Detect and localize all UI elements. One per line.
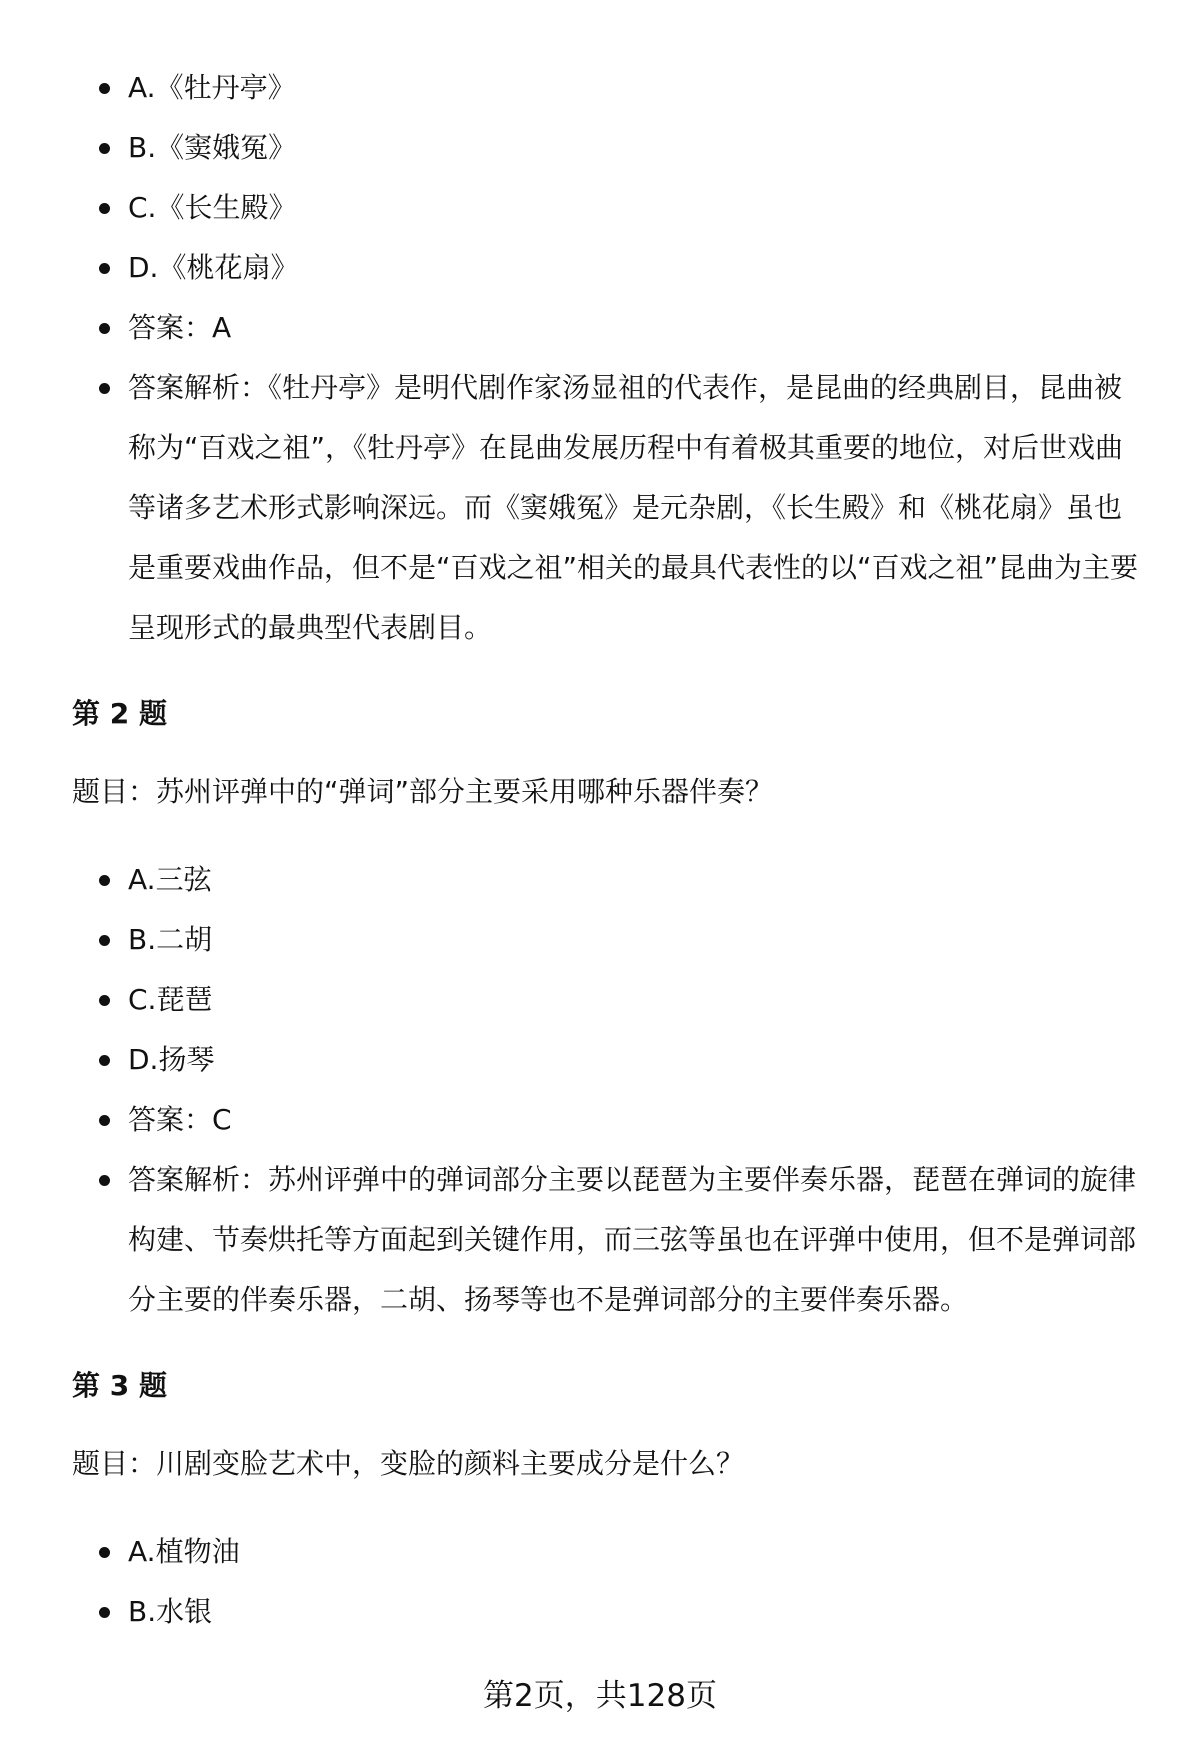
bullet-icon <box>99 263 110 274</box>
q3-option-a <box>72 1522 1152 1582</box>
q2-explanation <box>72 1150 1152 1330</box>
bullet-icon <box>99 1607 110 1618</box>
bullet-icon <box>99 875 110 886</box>
q2-option-d <box>72 1030 1152 1090</box>
page-number-footer: 第2页，共128页 <box>483 1678 717 1714</box>
q1-option-b <box>72 118 1152 178</box>
q3-heading: 第 3 题 <box>72 1369 167 1402</box>
bullet-icon <box>99 1547 110 1558</box>
bullet-icon <box>99 935 110 946</box>
bullet-icon <box>99 1115 110 1126</box>
bullet-icon <box>99 323 110 334</box>
bullet-icon <box>99 203 110 214</box>
q1-answer <box>72 298 1152 358</box>
bullet-icon <box>99 1055 110 1066</box>
q2-option-list <box>72 850 1152 1330</box>
document-body <box>72 58 1152 1642</box>
q2-option-b <box>72 910 1152 970</box>
option-text: D.《桃花扇》 <box>128 251 299 284</box>
q2-question: 题目：苏州评弹中的“弹词”部分主要采用哪种乐器伴奏？ <box>72 775 774 808</box>
q2-heading: 第 2 题 <box>72 697 167 730</box>
bullet-icon <box>99 83 110 94</box>
option-text: B.二胡 <box>128 923 213 956</box>
explanation-text: 答案解析：《牡丹亭》是明代剧作家汤显祖的代表作，是昆曲的经典剧目，昆曲被称为“百戏之祖”，《牡丹亭》在昆曲发展历程中有着极其重要的地位，对后世戏曲等诸多艺术形式影响深远。而《窦娥冤》是元杂剧，《长生殿》和《桃花扇》虽也是重要戏曲作品，但不是“百戏之祖”相关的最具代表性的以“百戏之祖”昆曲为主要呈现形式的最典型代表剧目。 <box>128 371 1139 644</box>
option-text: C.《长生殿》 <box>128 191 297 224</box>
q2-option-c <box>72 970 1152 1030</box>
option-text: B.《窦娥冤》 <box>128 131 297 164</box>
q3-question: 题目：川剧变脸艺术中，变脸的颜料主要成分是什么？ <box>72 1447 745 1480</box>
bullet-icon <box>99 1175 110 1186</box>
bullet-icon <box>99 143 110 154</box>
q3-option-list <box>72 1522 1152 1642</box>
answer-text: 答案：A <box>128 311 232 344</box>
q2-option-a <box>72 850 1152 910</box>
option-text: D.扬琴 <box>128 1043 215 1076</box>
explanation-text: 答案解析：苏州评弹中的弹词部分主要以琵琶为主要伴奏乐器，琵琶在弹词的旋律构建、节奏烘托等方面起到关键作用，而三弦等虽也在评弹中使用，但不是弹词部分主要的伴奏乐器，二胡、扬琴等也不是弹词部分的主要伴奏乐器。 <box>128 1163 1137 1316</box>
option-text: C.琵琶 <box>128 983 213 1016</box>
answer-text: 答案：C <box>128 1103 232 1136</box>
q2-answer <box>72 1090 1152 1150</box>
bullet-icon <box>99 995 110 1006</box>
q1-explanation <box>72 358 1152 658</box>
q3-option-b <box>72 1582 1152 1642</box>
q1-option-a <box>72 58 1152 118</box>
q1-option-c <box>72 178 1152 238</box>
q1-option-d <box>72 238 1152 298</box>
option-text: A.三弦 <box>128 863 212 896</box>
bullet-icon <box>99 383 110 394</box>
option-text: B.水银 <box>128 1595 213 1628</box>
q1-option-list <box>72 58 1152 658</box>
option-text: A.《牡丹亭》 <box>128 71 296 104</box>
option-text: A.植物油 <box>128 1535 240 1568</box>
